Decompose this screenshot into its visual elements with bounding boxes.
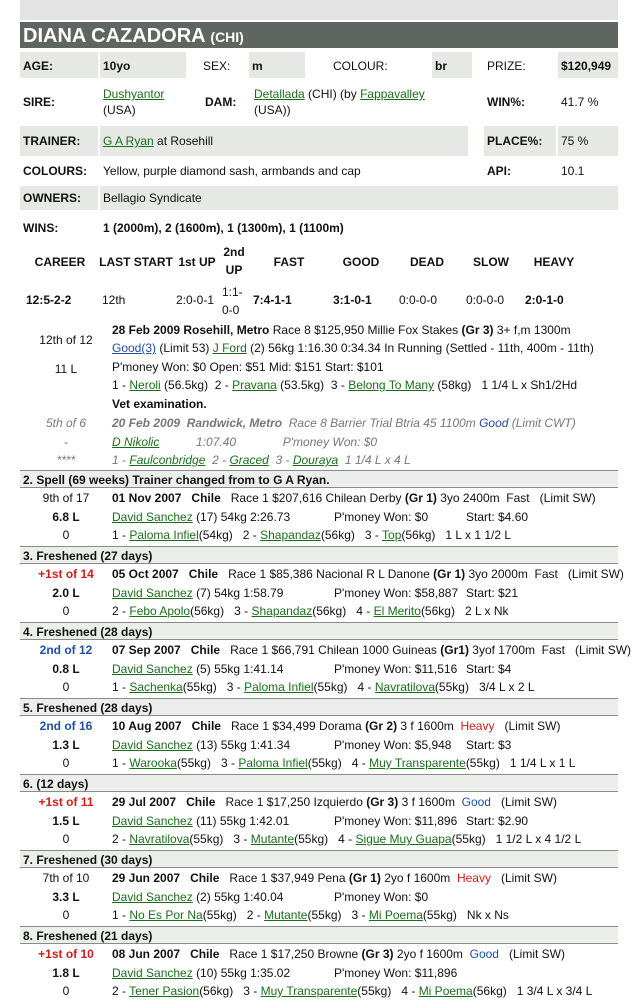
- run-conditions: 3yo 2400m: [440, 491, 500, 505]
- run-position: 2nd of 12: [39, 643, 93, 657]
- stat-slow: 0:0-0-0: [466, 293, 505, 307]
- run-placing-2-rank: 3 -: [233, 832, 248, 846]
- run-section-header: 2. Spell (69 weeks) Trainer changed from to G A Ryan.: [20, 470, 618, 488]
- run-margin: 1.5 L: [52, 814, 80, 828]
- run-placing-3-rank: 4 -: [401, 984, 416, 998]
- run-venue: Chile: [191, 491, 221, 505]
- run-section-header: 4. Freshened (28 days): [20, 622, 618, 640]
- run-jockey-link[interactable]: David Sanchez: [112, 890, 193, 904]
- trial-placing-2-horse-link[interactable]: Graced: [229, 453, 269, 467]
- placing-3-horse-link[interactable]: Belong To Many: [348, 378, 435, 392]
- stat-last-start: 12th: [102, 293, 126, 307]
- last-run-money: P'money Won: $0 Open: $51 Mid: $151 Start: $101: [112, 360, 384, 374]
- dam-sire-link[interactable]: Fappavalley: [360, 87, 425, 101]
- run-placing-1-rank: 1 -: [112, 680, 127, 694]
- last-run-details: (2) 56kg 1:16.30 0:34.34 In Running (Settled - 11th, 400m - 11th): [250, 341, 594, 355]
- run-placing-1-weight: (56kg): [190, 604, 225, 618]
- run-venue: Chile: [190, 947, 220, 961]
- run-money: P'money Won: $11,516: [334, 662, 458, 676]
- prize-value: $120,949: [558, 52, 618, 78]
- placing-margins: 1 1/4 L x Sh1/2Hd: [481, 378, 578, 392]
- run-limit: (Limit SW): [575, 643, 632, 657]
- run-conditions: 3 f 1600m: [401, 795, 455, 809]
- run-position: 7th of 10: [42, 871, 90, 885]
- trial-jockey-link[interactable]: D Nikolic: [112, 435, 160, 449]
- run-placing-3-weight: (56kg): [420, 604, 455, 618]
- run-placing-1-weight: (54kg): [198, 528, 233, 542]
- run-position: 2nd of 16: [39, 719, 93, 733]
- dam-cell: [251, 84, 476, 120]
- run-placing-3-horse-link[interactable]: Sigue Muy Guapa: [355, 832, 452, 846]
- last-run-placings: [112, 377, 577, 393]
- run-limit: (Limit SW): [501, 795, 557, 809]
- run-line2: [112, 585, 618, 601]
- run-placing-1-horse-link[interactable]: Sachenka: [129, 680, 183, 694]
- run-line1: [112, 946, 565, 962]
- run-track: Heavy: [460, 719, 495, 733]
- stat-header-slow: SLOW: [473, 255, 509, 269]
- stat-good: 3:1-0-1: [333, 293, 372, 307]
- run-placing-3-rank: 4 -: [338, 832, 353, 846]
- run-position: +1st of 10: [38, 947, 94, 961]
- run-race: Race 1 $34,499 Dorama: [230, 719, 362, 733]
- run-placing-3-rank: 3 -: [364, 528, 379, 542]
- run-race: Race 1 $37,949 Pena: [229, 871, 346, 885]
- run-line2: [112, 889, 618, 905]
- run-race: Race 1 $17,250 Browne: [229, 947, 359, 961]
- last-run-race: Race 8 $125,950 Millie Fox Stakes: [272, 323, 459, 337]
- stat-header-up: UP: [225, 263, 243, 277]
- run-date: 29 Jun 2007: [112, 871, 181, 885]
- run-placing-3-horse-link[interactable]: Mi Poema: [368, 908, 423, 922]
- run-placings: [112, 831, 581, 847]
- run-placing-3-weight: (56kg): [472, 984, 507, 998]
- run-placing-1-horse-link[interactable]: Navratilova: [129, 832, 190, 846]
- run-placing-1-rank: 1 -: [112, 756, 127, 770]
- run-jockey-details: (5) 55kg 1:41.14: [196, 662, 284, 676]
- run-placing-margins: 1 1/4 L x 1 L: [509, 756, 576, 770]
- run-track: Fast: [534, 567, 558, 581]
- run-jockey-details: (10) 55kg 1:35.02: [196, 966, 291, 980]
- run-section-header: 3. Freshened (27 days): [20, 546, 618, 564]
- colour-value: br: [432, 52, 472, 78]
- place-pct-value: 75 %: [558, 126, 618, 156]
- run-line1: [112, 490, 596, 506]
- run-placing-1-weight: (55kg): [202, 908, 237, 922]
- run-line1: [112, 718, 561, 734]
- last-run-line1: [112, 322, 571, 338]
- last-run-jockey[interactable]: J Ford: [212, 341, 247, 355]
- run-jockey-link[interactable]: David Sanchez: [112, 966, 193, 980]
- run-money: P'money Won: $11,896: [334, 966, 458, 980]
- stat-header-career: CAREER: [34, 255, 86, 269]
- run-placing-2-rank: 3 -: [220, 756, 235, 770]
- dam-suffix: (CHI) (by: [308, 87, 357, 101]
- stat-header-fast: FAST: [273, 255, 305, 269]
- run-venue: Chile: [190, 643, 221, 657]
- run-conditions: 3yof 1700m: [472, 643, 535, 657]
- run-limit: (Limit SW): [500, 871, 557, 885]
- win-pct-label: WIN%:: [487, 95, 525, 109]
- run-jockey-details: (13) 55kg 1:41.34: [196, 738, 291, 752]
- run-start-price: Start: $4.60: [466, 510, 529, 524]
- horse-name: DIANA CAZADORA: [23, 25, 205, 47]
- run-section-header: 6. (12 days): [20, 774, 618, 792]
- run-placing-1-weight: (55kg): [189, 832, 224, 846]
- run-track: Good: [469, 947, 499, 961]
- run-date: 05 Oct 2007: [112, 567, 179, 581]
- run-jockey-link[interactable]: David Sanchez: [112, 586, 193, 600]
- run-placing-1-rank: 1 -: [112, 528, 127, 542]
- run-conditions: 3 f 1600m: [400, 719, 454, 733]
- colour-label: COLOUR:: [333, 59, 388, 73]
- run-placing-1-weight: (56kg): [199, 984, 234, 998]
- run-money: P'money Won: $11,896: [334, 814, 458, 828]
- run-placing-2-horse-link[interactable]: Paloma Infiel: [238, 756, 308, 770]
- run-section-header: 8. Freshened (21 days): [20, 926, 618, 944]
- run-placing-3-rank: 4 -: [357, 680, 372, 694]
- horse-title: [20, 22, 618, 48]
- trial-placing-margins: 1 1/4 L x 4 L: [344, 453, 411, 467]
- placing-2-horse-link[interactable]: Pravana: [232, 378, 277, 392]
- age-label: AGE:: [20, 52, 98, 78]
- run-margin: 1.3 L: [52, 738, 80, 752]
- run-grade: (Gr 1): [348, 871, 381, 885]
- run-start-price: Start: $3: [466, 738, 512, 752]
- run-placing-2-horse-link[interactable]: Mutante: [264, 908, 308, 922]
- run-track: Good: [461, 795, 491, 809]
- run-placings: [112, 679, 535, 695]
- trial-placing-1-horse-link[interactable]: Faulconbridge: [129, 453, 206, 467]
- trial-date: 20 Feb 2009: [112, 416, 181, 430]
- stat-header-dead: DEAD: [409, 255, 444, 269]
- run-race: Race 1 $207,616 Chilean Derby: [230, 491, 402, 505]
- run-placing-3-rank: 4 -: [356, 604, 371, 618]
- placing-2-rank: 2 -: [214, 378, 229, 392]
- placing-3-weight: (58kg): [437, 378, 472, 392]
- trial-placing-3-rank: 3 -: [275, 453, 290, 467]
- trial-stars: ****: [56, 453, 76, 467]
- trainer-cell: [100, 126, 468, 156]
- run-placing-2-weight: (55kg): [357, 984, 392, 998]
- trial-placing-1-rank: 1 -: [112, 453, 127, 467]
- trainer-link[interactable]: G A Ryan: [103, 134, 154, 148]
- placing-1-weight: (56.5kg): [164, 378, 209, 392]
- run-start-price: Start: $4: [466, 662, 512, 676]
- trial-time: 1:07.40: [196, 435, 237, 449]
- trial-venue: Randwick, Metro: [186, 416, 283, 430]
- run-placing-3-weight: (56kg): [401, 528, 436, 542]
- prize-label: PRIZE:: [487, 59, 526, 73]
- trial-money: P'money Won: $0: [282, 435, 378, 449]
- run-placing-3-horse-link[interactable]: Navratilova: [374, 680, 435, 694]
- run-zero: 0: [62, 604, 70, 618]
- run-position: 9th of 17: [42, 491, 90, 505]
- stat-second-up-a: 1:1-: [222, 285, 243, 299]
- run-zero: 0: [62, 908, 70, 922]
- run-placing-1-horse-link[interactable]: Tener Pasion: [129, 984, 200, 998]
- run-zero: 0: [62, 832, 70, 846]
- run-jockey-link[interactable]: David Sanchez: [112, 814, 193, 828]
- stat-header-second: 2nd: [223, 245, 245, 259]
- placing-1-horse-link[interactable]: Neroli: [129, 378, 161, 392]
- last-run-date: 28 Feb 2009 Rosehill, Metro: [112, 323, 270, 337]
- last-run-limit: (Limit 53): [159, 341, 210, 355]
- run-position: +1st of 11: [38, 795, 94, 809]
- run-track: Fast: [506, 491, 530, 505]
- run-placings: [112, 983, 592, 999]
- run-money: P'money Won: $5,948: [334, 738, 452, 752]
- run-placing-2-horse-link[interactable]: Paloma Infiel: [244, 680, 314, 694]
- run-placing-margins: 1 3/4 L x 3/4 L: [516, 984, 593, 998]
- placing-1-rank: 1 -: [112, 378, 127, 392]
- stat-career: 12:5-2-2: [26, 293, 72, 307]
- run-placing-2-weight: (56kg): [320, 528, 355, 542]
- sire-country: (USA): [103, 103, 136, 117]
- run-date: 10 Aug 2007: [112, 719, 182, 733]
- stat-header-first-up: 1st UP: [178, 255, 216, 269]
- last-run-margin: 11 L: [54, 362, 78, 376]
- run-placing-1-weight: (55kg): [182, 680, 217, 694]
- last-run-conditions: 3+ f,m 1300m: [496, 323, 571, 337]
- place-pct-label: PLACE%:: [484, 126, 556, 156]
- wins-label: WINS:: [23, 221, 59, 235]
- dam-label: DAM:: [205, 95, 237, 109]
- run-venue: Chile: [186, 795, 216, 809]
- owners-label: OWNERS:: [20, 186, 98, 210]
- run-line2: [112, 509, 618, 525]
- sire-link[interactable]: Dushyantor: [103, 87, 165, 101]
- last-run-note: Vet examination.: [112, 397, 207, 411]
- run-grade: (Gr 3): [361, 947, 394, 961]
- run-placing-margins: 2 L x Nk: [464, 604, 509, 618]
- run-placing-3-weight: (55kg): [465, 756, 500, 770]
- run-conditions: 2yo f 1600m: [384, 871, 451, 885]
- age-value: 10yo: [100, 52, 186, 78]
- run-placing-1-rank: 1 -: [112, 908, 127, 922]
- run-grade: (Gr 1): [404, 491, 437, 505]
- run-placing-3-horse-link[interactable]: Mi Poema: [418, 984, 473, 998]
- run-venue: Chile: [190, 871, 220, 885]
- run-placing-1-horse-link[interactable]: Febo Apolo: [129, 604, 191, 618]
- sex-label: SEX:: [203, 59, 231, 73]
- owners-value: Bellagio Syndicate: [100, 186, 618, 210]
- trial-placing-3-horse-link[interactable]: Douraya: [292, 453, 339, 467]
- run-margin: 1.8 L: [52, 966, 80, 980]
- sex-value: m: [249, 52, 305, 78]
- stat-dead: 0:0-0-0: [399, 293, 438, 307]
- run-placing-3-rank: 4 -: [351, 756, 366, 770]
- run-money: P'money Won: $0: [334, 890, 429, 904]
- run-placing-1-rank: 2 -: [112, 984, 127, 998]
- run-zero: 0: [62, 528, 70, 542]
- run-limit: (Limit SW): [504, 719, 561, 733]
- run-line1: [112, 566, 624, 582]
- placing-3-rank: 3 -: [330, 378, 345, 392]
- run-placings: [112, 755, 575, 771]
- stat-header-heavy: HEAVY: [533, 255, 575, 269]
- sire-label: SIRE:: [23, 95, 56, 109]
- colours-label: COLOURS:: [23, 164, 87, 178]
- run-zero: 0: [62, 756, 70, 770]
- run-placing-margins: 1 L x 1 1/2 L: [445, 528, 512, 542]
- run-conditions: 2yo f 1600m: [396, 947, 463, 961]
- sire-cell: [100, 84, 200, 120]
- run-margin: 2.0 L: [52, 586, 80, 600]
- run-conditions: 3yo 2000m: [468, 567, 528, 581]
- run-money: P'money Won: $58,887: [334, 586, 459, 600]
- run-section-header: 5. Freshened (28 days): [20, 698, 618, 716]
- last-run-track[interactable]: Good(3): [112, 341, 157, 355]
- run-limit: (Limit SW): [508, 947, 565, 961]
- trial-placings: [112, 452, 411, 468]
- trial-limit: (Limit CWT): [511, 416, 576, 430]
- run-margin: 3.3 L: [52, 890, 80, 904]
- stat-second-up-b: 0-0: [222, 303, 240, 317]
- run-jockey-link[interactable]: David Sanchez: [112, 510, 193, 524]
- run-placings: [112, 527, 511, 543]
- placing-2-weight: (53.5kg): [280, 378, 325, 392]
- run-line2: [112, 965, 618, 981]
- run-placing-2-weight: (56kg): [312, 604, 347, 618]
- run-placing-2-rank: 2 -: [242, 528, 257, 542]
- run-venue: Chile: [191, 719, 221, 733]
- stat-fast: 7:4-1-1: [253, 293, 292, 307]
- last-run-grade: (Gr 3): [461, 323, 494, 337]
- run-jockey-link[interactable]: David Sanchez: [112, 738, 193, 752]
- run-line2: [112, 737, 618, 753]
- run-line2: [112, 813, 618, 829]
- run-placing-margins: Nk x Ns: [466, 908, 509, 922]
- run-placing-3-weight: (55kg): [434, 680, 469, 694]
- run-line2: [112, 661, 618, 677]
- run-placing-3-weight: (55kg): [451, 832, 486, 846]
- run-track: Heavy: [456, 871, 491, 885]
- run-race: Race 1 $66,791 Chilean 1000 Guineas: [230, 643, 437, 657]
- run-line1: [112, 870, 557, 886]
- win-pct-value: 41.7 %: [561, 95, 599, 109]
- run-date: 07 Sep 2007: [112, 643, 181, 657]
- run-placing-2-horse-link[interactable]: Shapandaz: [260, 528, 321, 542]
- run-placing-1-horse-link[interactable]: No Es Por Na: [129, 908, 203, 922]
- run-placing-1-horse-link[interactable]: Paloma Infiel: [129, 528, 199, 542]
- stat-header-good: GOOD: [342, 255, 380, 269]
- last-run-line2: [112, 340, 594, 356]
- run-grade: (Gr1): [440, 643, 469, 657]
- run-position: +1st of 14: [38, 567, 94, 581]
- trial-position: 5th of 6: [45, 416, 87, 430]
- api-label: API:: [487, 164, 511, 178]
- run-placings: [112, 603, 509, 619]
- run-venue: Chile: [188, 567, 219, 581]
- run-placing-2-horse-link[interactable]: Mutante: [250, 832, 295, 846]
- run-start-price: Start: $2.90: [466, 814, 529, 828]
- wins-value: 1 (2000m), 2 (1600m), 1 (1300m), 1 (1100m): [103, 221, 344, 235]
- run-jockey-details: (2) 55kg 1:40.04: [196, 890, 284, 904]
- run-date: 08 Jun 2007: [112, 947, 181, 961]
- run-limit: (Limit SW): [567, 567, 624, 581]
- trial-line2: [112, 434, 377, 450]
- run-placing-1-weight: (55kg): [176, 756, 211, 770]
- run-placing-2-rank: 3 -: [234, 604, 249, 618]
- stat-first-up: 2:0-0-1: [176, 293, 215, 307]
- trial-dash: -: [64, 435, 68, 449]
- trainer-location: at Rosehill: [157, 134, 214, 148]
- run-placing-margins: 3/4 L x 2 L: [478, 680, 535, 694]
- trial-line1: [112, 415, 576, 431]
- dam-link[interactable]: Detallada: [254, 87, 305, 101]
- run-placing-3-weight: (55kg): [422, 908, 457, 922]
- dam-sire-country: (USA)): [254, 103, 291, 117]
- run-race: Race 1 $85,386 Nacional R L Danone: [228, 567, 430, 581]
- run-zero: 0: [62, 680, 70, 694]
- top-bar: [20, 0, 618, 20]
- trial-race: Race 8 Barrier Trial Btria 45 1100m: [288, 416, 476, 430]
- colours-value: Yellow, purple diamond sash, armbands and cap: [103, 164, 361, 178]
- run-placing-2-rank: 3 -: [226, 680, 241, 694]
- run-placing-1-rank: 2 -: [112, 604, 127, 618]
- trial-track: Good: [479, 416, 509, 430]
- trial-placing-2-rank: 2 -: [212, 453, 227, 467]
- run-jockey-details: (7) 54kg 1:58.79: [196, 586, 284, 600]
- stat-header-last-start: LAST START: [99, 255, 173, 269]
- run-placing-3-horse-link[interactable]: Top: [382, 528, 402, 542]
- run-start-price: Start: $21: [466, 586, 519, 600]
- run-placing-3-horse-link[interactable]: El Merito: [373, 604, 421, 618]
- run-placing-1-horse-link[interactable]: Warooka: [129, 756, 177, 770]
- run-grade: (Gr 2): [365, 719, 398, 733]
- run-jockey-link[interactable]: David Sanchez: [112, 662, 193, 676]
- run-placing-3-horse-link[interactable]: Muy Transparente: [369, 756, 466, 770]
- run-placing-2-weight: (55kg): [313, 680, 348, 694]
- run-margin: 0.8 L: [52, 662, 80, 676]
- run-jockey-details: (17) 54kg 2:26.73: [196, 510, 291, 524]
- run-jockey-details: (11) 55kg 1:42.01: [196, 814, 290, 828]
- run-placing-2-rank: 3 -: [243, 984, 258, 998]
- run-placing-2-weight: (55kg): [294, 832, 329, 846]
- run-section-header: 7. Freshened (30 days): [20, 850, 618, 868]
- run-line1: [112, 794, 557, 810]
- run-placing-margins: 1 1/2 L x 4 1/2 L: [495, 832, 582, 846]
- run-zero: 0: [62, 984, 70, 998]
- run-grade: (Gr 1): [433, 567, 466, 581]
- last-run-position: 12th of 12: [39, 333, 93, 347]
- run-grade: (Gr 3): [366, 795, 399, 809]
- run-money: P'money Won: $0: [334, 510, 429, 524]
- run-placing-2-weight: (55kg): [307, 756, 342, 770]
- api-value: 10.1: [561, 164, 585, 178]
- run-placing-2-rank: 2 -: [246, 908, 261, 922]
- run-placing-3-rank: 3 -: [351, 908, 366, 922]
- run-margin: 6.8 L: [52, 510, 80, 524]
- run-race: Race 1 $17,250 Izquierdo: [225, 795, 363, 809]
- run-track: Fast: [541, 643, 566, 657]
- run-line1: [112, 642, 631, 658]
- run-date: 29 Jul 2007: [112, 795, 177, 809]
- horse-country: (CHI): [210, 29, 244, 45]
- run-placing-1-rank: 2 -: [112, 832, 127, 846]
- run-placing-2-weight: (55kg): [307, 908, 342, 922]
- run-placing-2-horse-link[interactable]: Shapandaz: [251, 604, 313, 618]
- run-placing-2-horse-link[interactable]: Muy Transparente: [260, 984, 358, 998]
- run-placings: [112, 907, 509, 923]
- run-date: 01 Nov 2007: [112, 491, 182, 505]
- trainer-label: TRAINER:: [20, 126, 98, 156]
- run-limit: (Limit SW): [539, 491, 596, 505]
- stat-heavy: 2:0-1-0: [525, 293, 564, 307]
